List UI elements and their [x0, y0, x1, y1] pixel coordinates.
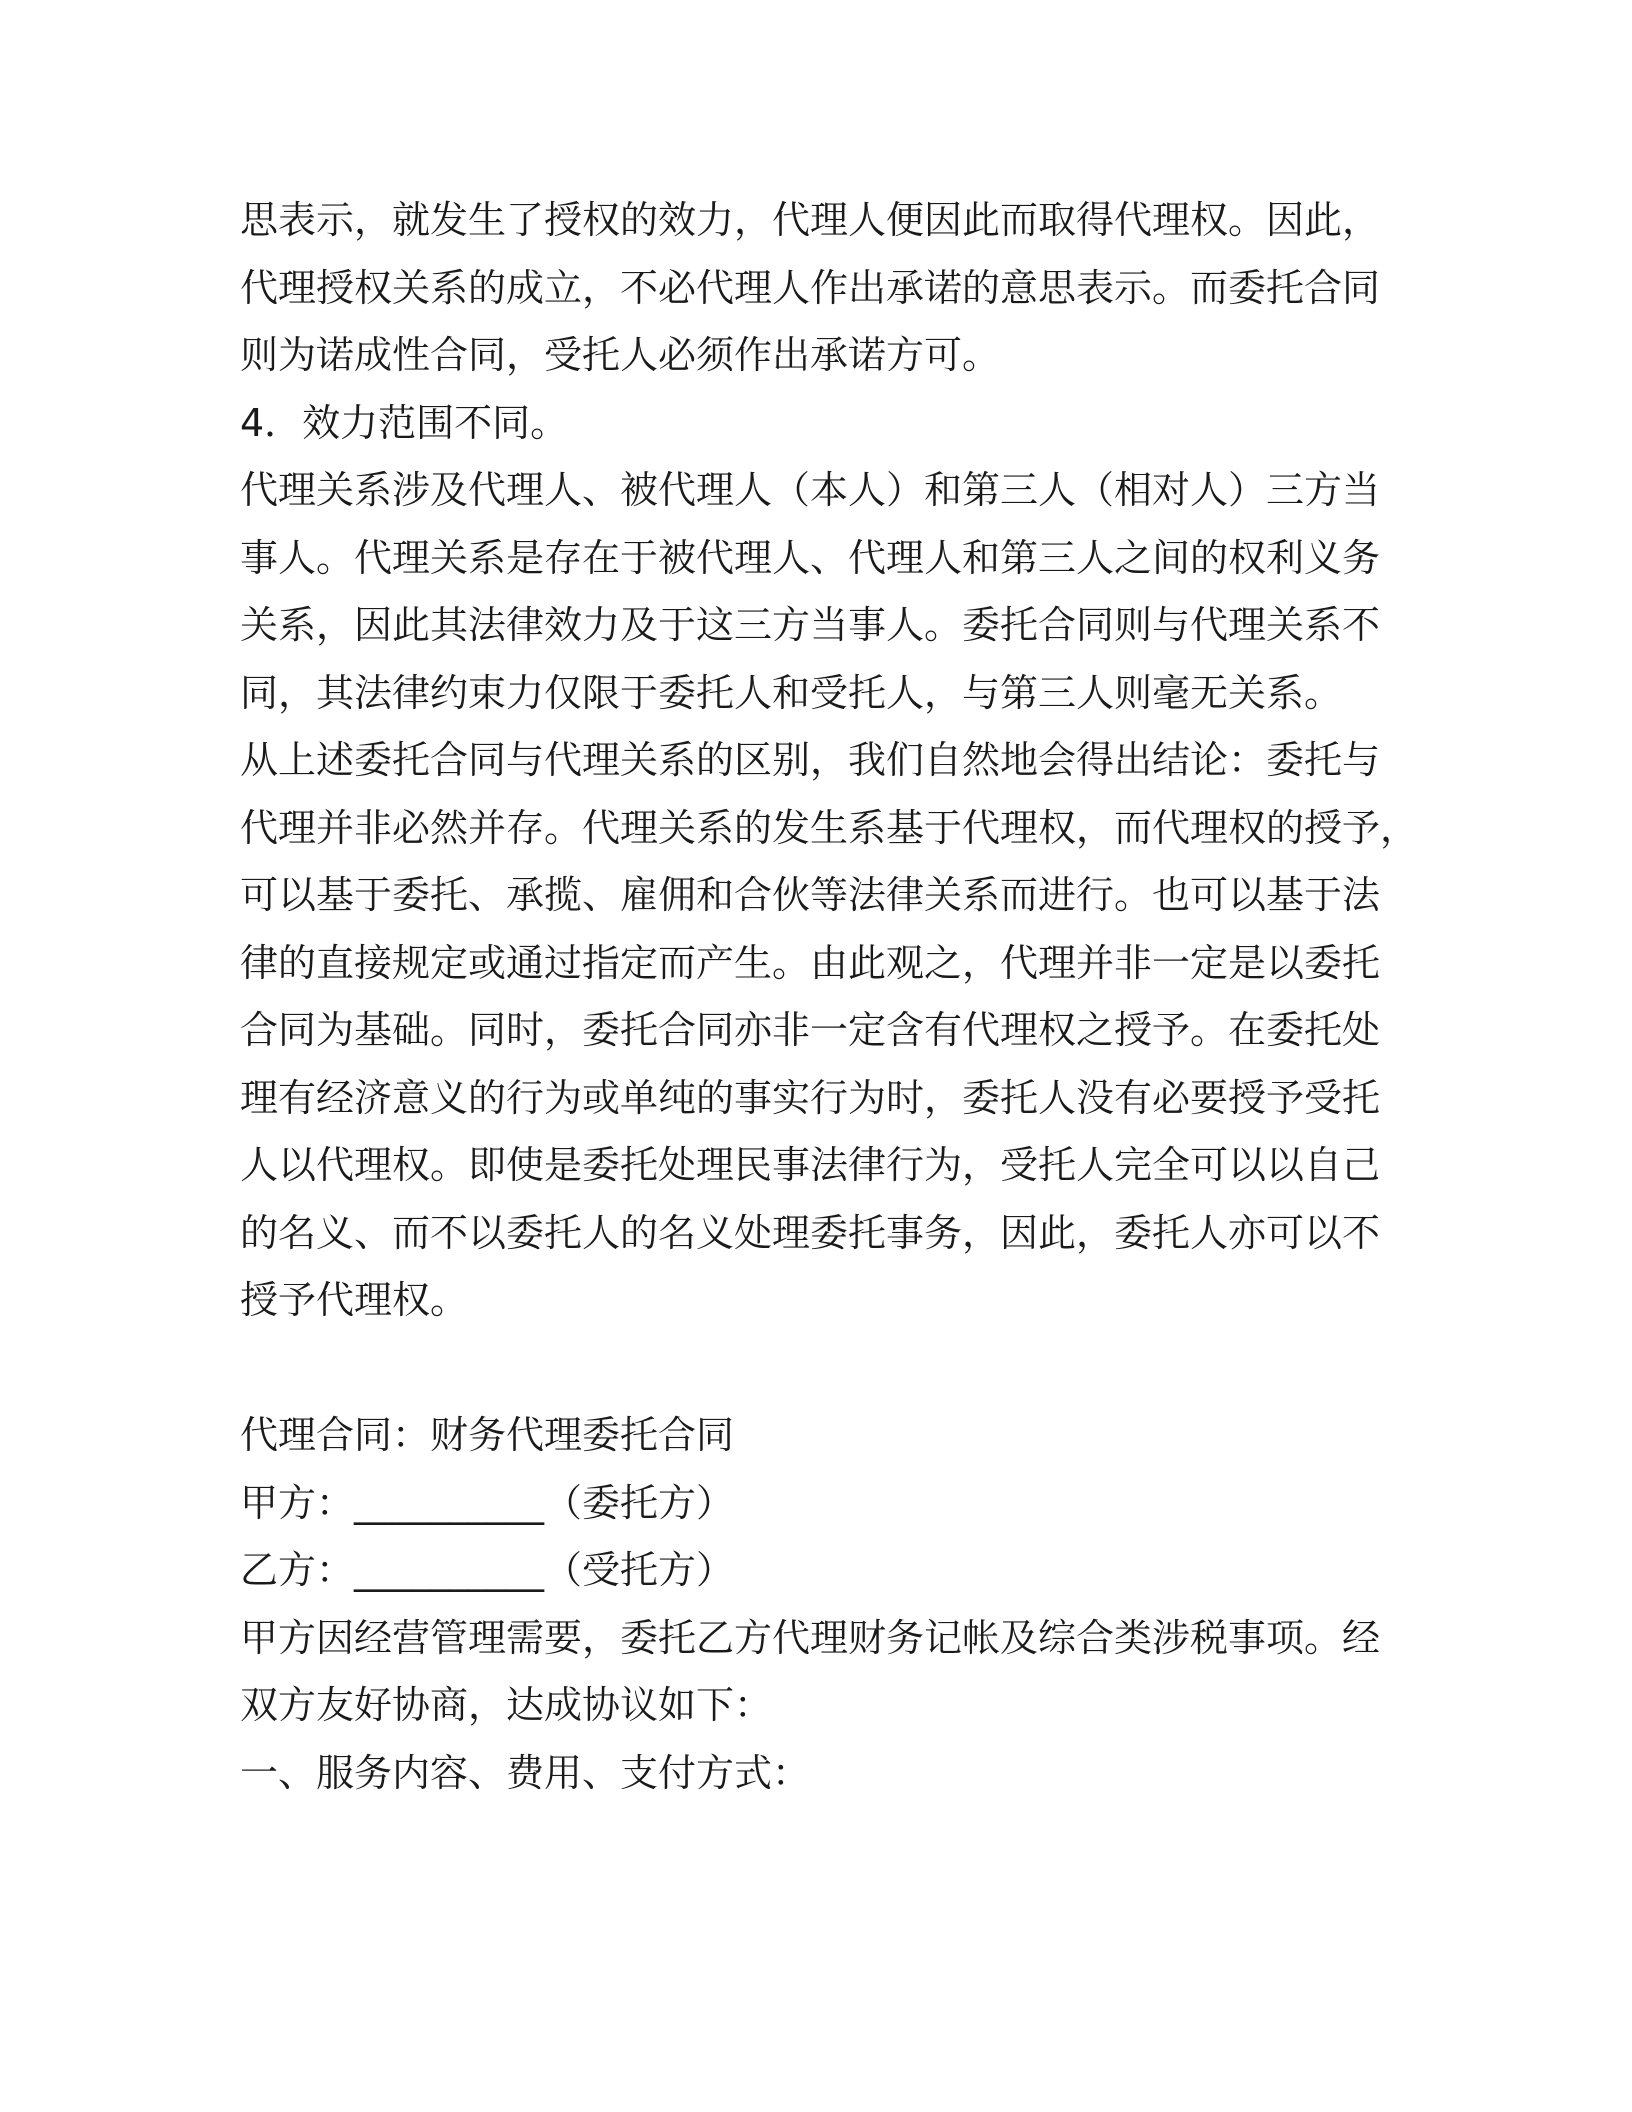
- text-line: 关系，因此其法律效力及于这三方当事人。委托合同则与代理关系不: [240, 603, 1381, 647]
- blank-line: [240, 1335, 1420, 1403]
- contract-title: 代理合同：财务代理委托合同: [240, 1413, 735, 1457]
- text-line: 双方友好协商，达成协议如下：: [240, 1683, 773, 1727]
- text-line: 的名义、而不以委托人的名义处理委托事务，因此，委托人亦可以不: [240, 1210, 1381, 1255]
- party-a-line: 甲方：__________（委托方）: [240, 1480, 735, 1525]
- document-body: [240, 187, 1420, 1807]
- text-line: 事人。代理关系是存在于被代理人、代理人和第三人之间的权利义务: [240, 535, 1381, 580]
- text-line: 思表示，就发生了授权的效力，代理人便因此而取得代理权。因此，: [240, 198, 1381, 242]
- text-line: 则为诺成性合同，受托人必须作出承诺方可。: [240, 333, 1001, 377]
- text-line: 代理关系涉及代理人、被代理人（本人）和第三人（相对人）三方当: [240, 468, 1381, 512]
- text-line: 授予代理权。: [240, 1278, 469, 1322]
- text-line: 律的直接规定或通过指定而产生。由此观之，代理并非一定是以委托: [240, 940, 1381, 985]
- text-line: 人以代理权。即使是委托处理民事法律行为，受托人完全可以以自己: [240, 1143, 1381, 1187]
- text-line: 可以基于委托、承揽、雇佣和合伙等法律关系而进行。也可以基于法: [240, 873, 1381, 917]
- text-line: 从上述委托合同与代理关系的区别，我们自然地会得出结论：委托与: [240, 738, 1381, 782]
- text-line: 甲方因经营管理需要，委托乙方代理财务记帐及综合类涉税事项。经: [240, 1615, 1381, 1660]
- text-line: 代理授权关系的成立，不必代理人作出承诺的意思表示。而委托合同: [240, 265, 1381, 310]
- text-line: 合同为基础。同时，委托合同亦非一定含有代理权之授予。在委托处: [240, 1008, 1381, 1052]
- text-line: 同，其法律约束力仅限于委托人和受托人，与第三人则毫无关系。: [240, 670, 1343, 715]
- section-heading: 4．效力范围不同。: [240, 400, 569, 445]
- party-b-line: 乙方：__________（受托方）: [240, 1548, 735, 1592]
- text-line: 代理并非必然并存。代理关系的发生系基于代理权，而代理权的授予，: [240, 805, 1419, 850]
- clause-heading: 一、服务内容、费用、支付方式：: [240, 1750, 811, 1795]
- text-line: 理有经济意义的行为或单纯的事实行为时，委托人没有必要授予受托: [240, 1075, 1381, 1120]
